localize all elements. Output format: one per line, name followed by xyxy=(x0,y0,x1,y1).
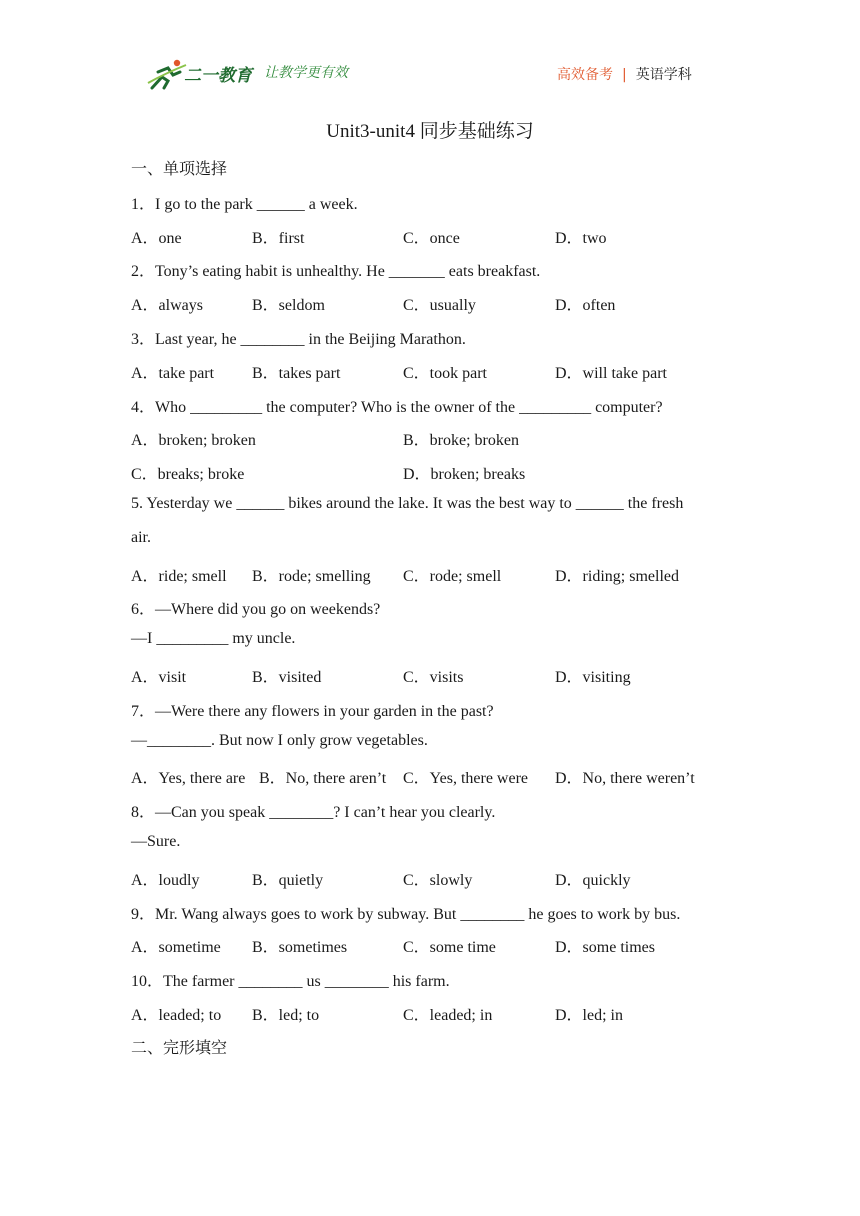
option-d: D．broken; breaks xyxy=(403,466,526,483)
question-stem: 7．—Were there any flowers in your garden in the past? xyxy=(131,703,494,720)
option-d: D．two xyxy=(555,230,607,247)
svg-text:二一教育: 二一教育 xyxy=(184,66,252,86)
option-d: D．No, there weren’t xyxy=(555,770,695,787)
question-stem-continued: —I _________ my uncle. xyxy=(131,630,296,647)
option-c: C．once xyxy=(403,230,460,247)
option-a: A．always xyxy=(131,297,203,314)
option-c: C．Yes, there were xyxy=(403,770,529,787)
section-heading: 二、完形填空 xyxy=(131,1038,228,1057)
option-c: C．slowly xyxy=(403,872,473,889)
option-a: A．take part xyxy=(131,365,215,382)
tag-exam-prep: 高效备考 xyxy=(557,67,613,83)
running-figure-icon xyxy=(148,60,186,88)
option-a: A．one xyxy=(131,230,182,247)
option-b: B．first xyxy=(252,230,305,247)
option-c: C．leaded; in xyxy=(403,1007,493,1024)
question-stem-continued: air. xyxy=(131,529,151,546)
option-d: D．will take part xyxy=(555,365,667,382)
option-c: C．rode; smell xyxy=(403,568,502,585)
slogan: 让教学更有效 xyxy=(264,65,348,81)
question-stem: 8．—Can you speak ________? I can’t hear you clearly. xyxy=(131,804,496,821)
option-c: C．visits xyxy=(403,669,464,686)
option-d: D．some times xyxy=(555,939,655,956)
question-stem-continued: —________. But now I only grow vegetables. xyxy=(131,732,428,749)
option-b: B．No, there aren’t xyxy=(259,770,387,787)
option-d: D．riding; smelled xyxy=(555,568,679,585)
tag-subject: 英语学科 xyxy=(635,67,692,83)
option-d: D．quickly xyxy=(555,872,631,889)
option-d: D．led; in xyxy=(555,1007,623,1024)
option-a: A．ride; smell xyxy=(131,568,227,585)
option-c: C．some time xyxy=(403,939,496,956)
option-b: B．led; to xyxy=(252,1007,320,1024)
section-heading: 一、单项选择 xyxy=(131,159,228,178)
option-a: A．broken; broken xyxy=(131,432,256,449)
header-tags xyxy=(557,64,692,84)
option-d: D．often xyxy=(555,297,616,314)
question-stem: 3．Last year, he ________ in the Beijing Marathon. xyxy=(131,331,466,348)
question-stem: 4．Who _________ the computer? Who is the owner of the _________ computer? xyxy=(131,399,663,416)
option-b: B．sometimes xyxy=(252,939,348,956)
question-stem: 5. Yesterday we ______ bikes around the lake. It was the best way to ______ the fresh xyxy=(131,495,684,512)
option-c: C．usually xyxy=(403,297,476,314)
question-stem: 9．Mr. Wang always goes to work by subway. But ________ he goes to work by bus. xyxy=(131,906,681,923)
option-c: C．took part xyxy=(403,365,487,382)
page-header xyxy=(0,0,860,100)
option-a: A．Yes, there are xyxy=(131,770,246,787)
option-d: D．visiting xyxy=(555,669,631,686)
option-a: A．leaded; to xyxy=(131,1007,222,1024)
option-a: A．visit xyxy=(131,669,187,686)
option-a: A．sometime xyxy=(131,939,221,956)
option-a: A．loudly xyxy=(131,872,200,889)
question-stem: 6．—Where did you go on weekends? xyxy=(131,601,381,618)
option-b: B．broke; broken xyxy=(403,432,519,449)
option-b: B．seldom xyxy=(252,297,325,314)
option-b: B．rode; smelling xyxy=(252,568,371,585)
question-stem: 1．I go to the park ______ a week. xyxy=(131,196,358,213)
header-separator: | xyxy=(622,67,627,83)
question-stem: 10．The farmer ________ us ________ his farm. xyxy=(131,973,450,990)
page-title: Unit3-unit4 同步基础练习 xyxy=(326,121,534,142)
option-b: B．takes part xyxy=(252,365,341,382)
brand-logo xyxy=(146,55,258,91)
question-stem: 2．Tony’s eating habit is unhealthy. He _______ eats breakfast. xyxy=(131,263,541,280)
option-b: B．quietly xyxy=(252,872,324,889)
option-c: C．breaks; broke xyxy=(131,466,245,483)
option-b: B．visited xyxy=(252,669,322,686)
question-stem-continued: —Sure. xyxy=(131,833,181,850)
